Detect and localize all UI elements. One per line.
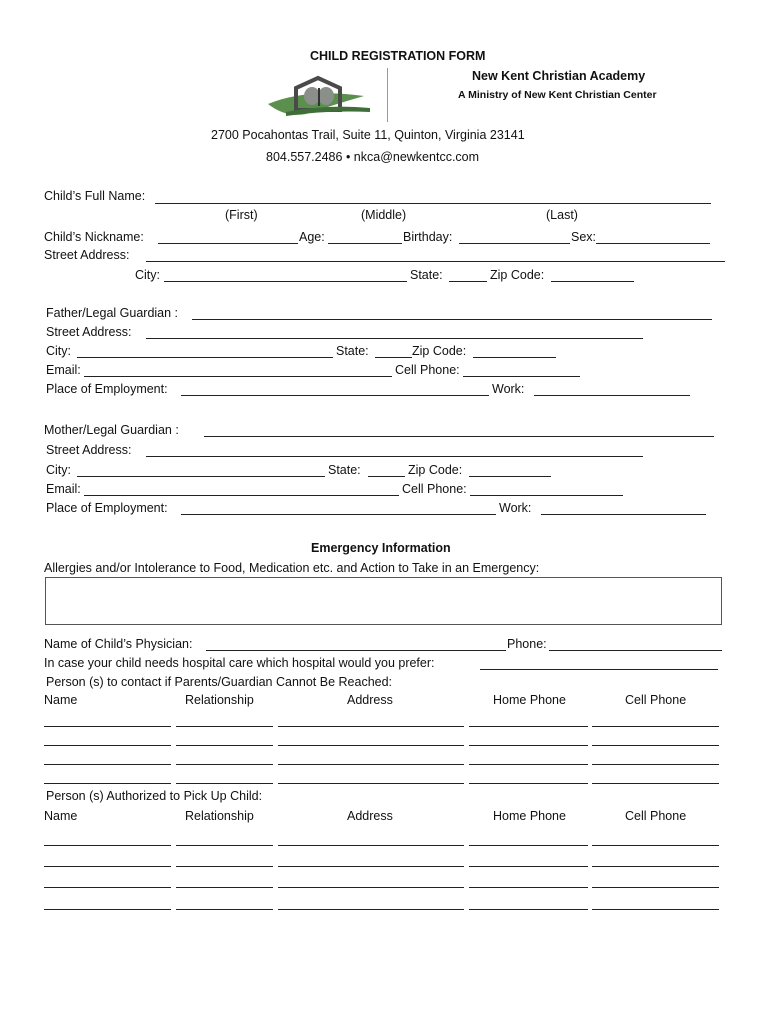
emergency-home-phone-field[interactable]: [469, 726, 588, 727]
pickup-relationship-field[interactable]: [176, 909, 273, 910]
mother-zip-label: Zip Code:: [408, 463, 463, 477]
pickup-name-field[interactable]: [44, 845, 171, 846]
emergency-cell-phone-field[interactable]: [592, 783, 719, 784]
emergency-contact-heading: Person (s) to contact if Parents/Guardian Cannot Be Reached:: [46, 675, 393, 689]
physician-phone-field[interactable]: [549, 650, 722, 651]
pickup-name-field[interactable]: [44, 909, 171, 910]
emergency-home-phone-field[interactable]: [469, 783, 588, 784]
pickup-address-field[interactable]: [278, 866, 464, 867]
emergency-col-relationship: Relationship: [185, 693, 254, 707]
father-state-label: State:: [336, 344, 369, 358]
pickup-home-phone-field[interactable]: [469, 909, 588, 910]
pickup-cell-phone-field[interactable]: [592, 887, 719, 888]
emergency-col-home-phone: Home Phone: [493, 693, 566, 707]
father-work-label: Work:: [492, 382, 525, 396]
emergency-name-field[interactable]: [44, 745, 171, 746]
father-guardian-label: Father/Legal Guardian :: [46, 306, 179, 320]
emergency-heading: Emergency Information: [311, 541, 451, 555]
emergency-home-phone-field[interactable]: [469, 764, 588, 765]
mother-work-label: Work:: [499, 501, 532, 515]
mother-email-field[interactable]: [84, 495, 399, 496]
emergency-col-name: Name: [44, 693, 78, 707]
pickup-col-cell-phone: Cell Phone: [625, 809, 687, 823]
mother-zip-field[interactable]: [469, 476, 551, 477]
child-street-label: Street Address:: [44, 248, 130, 262]
emergency-address-field[interactable]: [278, 745, 464, 746]
emergency-cell-phone-field[interactable]: [592, 764, 719, 765]
pickup-name-field[interactable]: [44, 887, 171, 888]
pickup-col-address: Address: [347, 809, 393, 823]
father-city-label: City:: [46, 344, 71, 358]
physician-label: Name of Child’s Physician:: [44, 637, 193, 651]
emergency-name-field[interactable]: [44, 726, 171, 727]
child-age-label: Age:: [299, 230, 325, 244]
pickup-address-field[interactable]: [278, 909, 464, 910]
mother-email-label: Email:: [46, 482, 81, 496]
emergency-address-field[interactable]: [278, 726, 464, 727]
mother-street-field[interactable]: [146, 456, 643, 457]
emergency-relationship-field[interactable]: [176, 764, 273, 765]
mother-guardian-label: Mother/Legal Guardian :: [44, 423, 179, 437]
pickup-home-phone-field[interactable]: [469, 845, 588, 846]
mother-cell-label: Cell Phone:: [402, 482, 467, 496]
father-street-field[interactable]: [146, 338, 643, 339]
middle-name-caption: (Middle): [361, 208, 407, 222]
mother-cell-field[interactable]: [470, 495, 623, 496]
child-state-field[interactable]: [449, 281, 487, 282]
emergency-name-field[interactable]: [44, 764, 171, 765]
pickup-name-field[interactable]: [44, 866, 171, 867]
father-employment-field[interactable]: [181, 395, 489, 396]
form-title: CHILD REGISTRATION FORM: [310, 49, 486, 63]
hospital-label: In case your child needs hospital care which hospital would you prefer:: [44, 656, 435, 670]
pickup-cell-phone-field[interactable]: [592, 866, 719, 867]
allergies-label: Allergies and/or Intolerance to Food, Medication etc. and Action to Take in an Emergency:: [44, 561, 540, 575]
father-cell-label: Cell Phone:: [395, 363, 460, 377]
child-city-field[interactable]: [164, 281, 407, 282]
mother-city-label: City:: [46, 463, 71, 477]
allergies-textarea[interactable]: [45, 577, 722, 625]
school-address: 2700 Pocahontas Trail, Suite 11, Quinton, Virginia 23141: [211, 128, 525, 142]
emergency-col-address: Address: [347, 693, 393, 707]
emergency-address-field[interactable]: [278, 764, 464, 765]
mother-state-label: State:: [328, 463, 361, 477]
father-email-label: Email:: [46, 363, 81, 377]
physician-phone-label: Phone:: [507, 637, 547, 651]
emergency-address-field[interactable]: [278, 783, 464, 784]
child-age-field[interactable]: [328, 243, 402, 244]
child-birthday-field[interactable]: [459, 243, 570, 244]
emergency-home-phone-field[interactable]: [469, 745, 588, 746]
father-street-label: Street Address:: [46, 325, 132, 339]
father-zip-field[interactable]: [473, 357, 556, 358]
child-full-name-field[interactable]: [155, 203, 711, 204]
first-name-caption: (First): [225, 208, 258, 222]
pickup-cell-phone-field[interactable]: [592, 909, 719, 910]
father-guardian-field[interactable]: [192, 319, 712, 320]
pickup-relationship-field[interactable]: [176, 845, 273, 846]
child-street-field[interactable]: [146, 261, 725, 262]
father-zip-label: Zip Code:: [412, 344, 467, 358]
child-birthday-label: Birthday:: [403, 230, 453, 244]
physician-field[interactable]: [206, 650, 506, 651]
child-nickname-field[interactable]: [158, 243, 298, 244]
pickup-col-name: Name: [44, 809, 78, 823]
child-full-name-label: Child’s Full Name:: [44, 189, 146, 203]
emergency-relationship-field[interactable]: [176, 745, 273, 746]
academy-logo: [266, 74, 378, 120]
school-contact: 804.557.2486 • nkca@newkentcc.com: [266, 150, 480, 164]
pickup-col-relationship: Relationship: [185, 809, 254, 823]
pickup-cell-phone-field[interactable]: [592, 845, 719, 846]
father-email-field[interactable]: [84, 376, 392, 377]
emergency-name-field[interactable]: [44, 783, 171, 784]
hospital-field[interactable]: [480, 669, 718, 670]
child-city-label: City:: [135, 268, 160, 282]
emergency-relationship-field[interactable]: [176, 783, 273, 784]
pickup-heading: Person (s) Authorized to Pick Up Child:: [46, 789, 263, 803]
child-sex-label: Sex:: [571, 230, 597, 244]
father-employment-label: Place of Employment:: [46, 382, 168, 396]
last-name-caption: (Last): [546, 208, 578, 222]
emergency-relationship-field[interactable]: [176, 726, 273, 727]
father-state-field[interactable]: [375, 357, 412, 358]
pickup-address-field[interactable]: [278, 887, 464, 888]
mother-city-field[interactable]: [77, 476, 325, 477]
school-name: New Kent Christian Academy: [472, 69, 646, 83]
mother-work-field[interactable]: [541, 514, 706, 515]
pickup-col-home-phone: Home Phone: [493, 809, 566, 823]
father-city-field[interactable]: [77, 357, 333, 358]
father-work-field[interactable]: [534, 395, 690, 396]
pickup-address-field[interactable]: [278, 845, 464, 846]
mother-street-label: Street Address:: [46, 443, 132, 457]
child-zip-label: Zip Code:: [490, 268, 545, 282]
child-zip-field[interactable]: [551, 281, 634, 282]
mother-state-field[interactable]: [368, 476, 405, 477]
pickup-relationship-field[interactable]: [176, 866, 273, 867]
child-nickname-label: Child’s Nickname:: [44, 230, 144, 244]
emergency-cell-phone-field[interactable]: [592, 726, 719, 727]
header-divider: [387, 68, 388, 122]
father-cell-field[interactable]: [463, 376, 580, 377]
mother-employment-field[interactable]: [181, 514, 496, 515]
pickup-home-phone-field[interactable]: [469, 866, 588, 867]
child-state-label: State:: [410, 268, 443, 282]
mother-guardian-field[interactable]: [204, 436, 714, 437]
pickup-home-phone-field[interactable]: [469, 887, 588, 888]
child-sex-field[interactable]: [596, 243, 710, 244]
ministry-subtitle: A Ministry of New Kent Christian Center: [458, 89, 657, 101]
pickup-relationship-field[interactable]: [176, 887, 273, 888]
emergency-cell-phone-field[interactable]: [592, 745, 719, 746]
mother-employment-label: Place of Employment:: [46, 501, 168, 515]
emergency-col-cell-phone: Cell Phone: [625, 693, 687, 707]
